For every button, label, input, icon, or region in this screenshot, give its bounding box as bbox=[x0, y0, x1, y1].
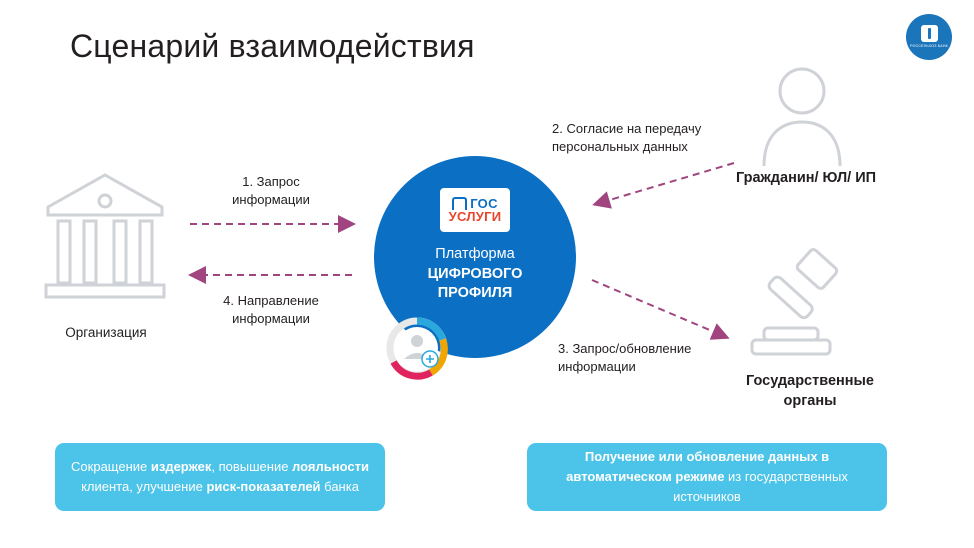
organization-building-icon bbox=[40, 165, 170, 305]
arrow-label-step2: 2. Согласие на передачу персональных данных bbox=[552, 121, 702, 154]
gosuslugi-top: ГОС bbox=[452, 197, 498, 210]
logo-caption: РОССЕЛЬХОЗ БАНК bbox=[910, 44, 948, 49]
benefit-right-text: Получение или обновление данных в автоматическом режиме из государственных источников bbox=[566, 448, 848, 505]
arrow-label-step4: 4. Направление информации bbox=[223, 293, 319, 326]
benefit-left-text: Сокращение издержек, повышение лояльности клиента, улучшение риск-показателей банка bbox=[71, 458, 369, 494]
citizen-person-icon bbox=[760, 66, 844, 166]
platform-label: Платформа ЦИФРОВОГО ПРОФИЛЯ bbox=[427, 246, 523, 302]
page-title: Сценарий взаимодействия bbox=[70, 28, 475, 64]
citizen-label: Гражданин/ ЮЛ/ ИП bbox=[735, 170, 877, 186]
arrow-label-step1: 1. Запрос информации bbox=[232, 174, 310, 207]
organization-label: Организация bbox=[65, 325, 147, 340]
benefit-box-left bbox=[55, 443, 385, 511]
benefit-box-right bbox=[527, 443, 887, 511]
gosuslugi-logo bbox=[440, 188, 510, 232]
government-label: Государственные органы bbox=[746, 373, 874, 409]
arrow-label-step3: 3. Запрос/обновление информации bbox=[558, 341, 692, 374]
arrow-step3 bbox=[592, 280, 726, 337]
user-profile-pie-icon bbox=[383, 314, 451, 382]
gosuslugi-bottom: УСЛУГИ bbox=[448, 209, 502, 225]
